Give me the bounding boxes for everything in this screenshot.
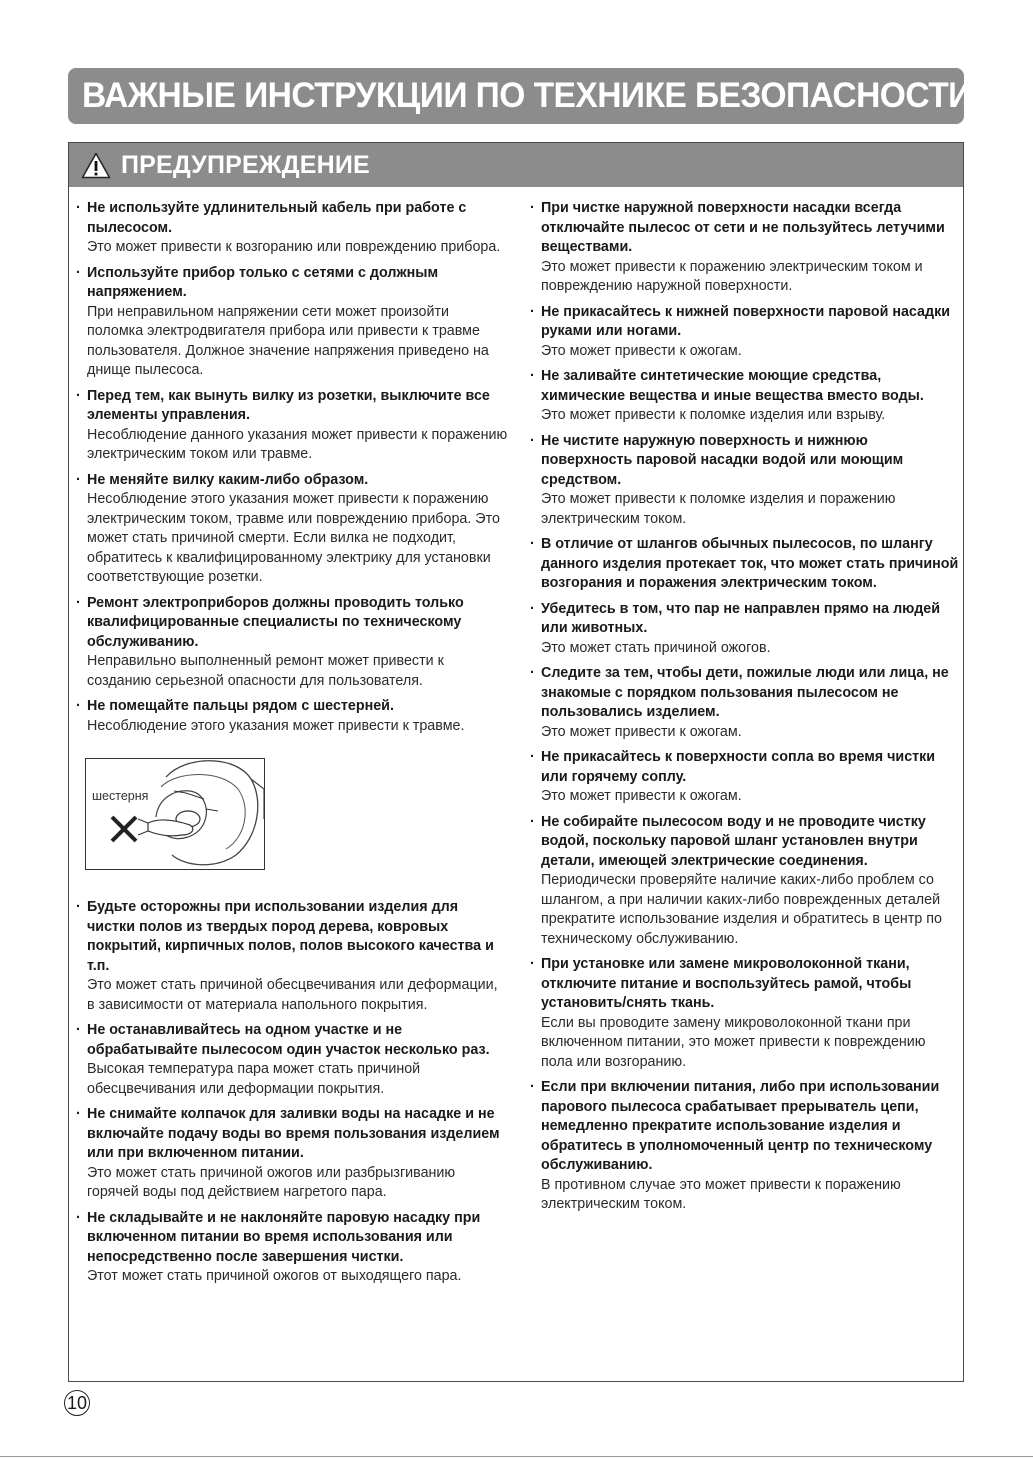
instruction-heading: · Не меняйте вилку каким-либо образом. <box>87 471 369 488</box>
instruction-body: Несоблюдение данного указания может привести к поражению электрическим током или травме. <box>87 426 508 462</box>
safety-instruction-item <box>531 600 959 659</box>
bottom-rule <box>0 1456 1033 1457</box>
warning-triangle-icon <box>81 152 111 179</box>
instruction-body: При неправильном напряжении сети может произойти поломка электродвигателя прибора или привести к травме пользователя. Должное значение напряжения приведено на днище пылесоса. <box>87 303 489 378</box>
page-title-bar <box>68 68 972 124</box>
page-number: 10 <box>64 1390 90 1416</box>
warning-label: ПРЕДУПРЕЖДЕНИЕ <box>121 150 370 179</box>
instruction-heading: · Не прикасайтесь к поверхности сопла во время чистки или горячему соплу. <box>541 749 936 785</box>
instruction-heading: · Не собирайте пылесосом воду и не проводите чистку водой, поскольку паровой шланг установлен внутри детали, имеющей электрические соединения. <box>541 813 926 869</box>
gear-warning-illustration <box>85 758 265 870</box>
safety-instruction-item <box>531 303 959 362</box>
safety-instruction-item <box>531 748 959 807</box>
figure-label: шестерня <box>92 789 149 803</box>
safety-instruction-item <box>77 1209 509 1287</box>
instruction-heading: · Ремонт электроприборов должны проводить только квалифицированные специалисты по техническому обслуживанию. <box>87 594 464 650</box>
right-column <box>531 199 959 1221</box>
instruction-body: Это может привести к возгоранию или повреждению прибора. <box>87 239 501 255</box>
instruction-body: Если вы проводите замену микроволоконной ткани при включенном питании, это может привести к повреждению пола или возгоранию. <box>541 1014 926 1070</box>
instruction-heading: · Не складывайте и не наклоняйте паровую насадку при включенном питании во время использования или непосредственно после завершения чистки. <box>87 1209 481 1265</box>
instruction-body: В противном случае это может привести к поражению электрическим током. <box>541 1176 901 1212</box>
safety-instruction-item <box>77 898 509 1015</box>
instruction-body: Это может привести к поражению электрическим током и повреждению наружной поверхности. <box>541 258 923 294</box>
instruction-body: Это может привести к ожогам. <box>541 723 742 740</box>
instruction-body: Это может привести к поломке изделия или взрыву. <box>541 407 886 423</box>
safety-instruction-item <box>77 594 509 692</box>
instruction-body: Этот может стать причиной ожогов от выходящего пара. <box>87 1268 462 1284</box>
instruction-heading: · Не чистите наружную поверхность и нижнюю поверхность паровой насадки водой или моющим средством. <box>541 432 904 488</box>
safety-instruction-item <box>77 264 509 381</box>
instruction-body: Это может привести к ожогам. <box>541 342 742 359</box>
instruction-heading: · Следите за тем, чтобы дети, пожилые люди или лица, не знакомые с порядком пользования пылесосом не пользовались изделием. <box>541 665 949 720</box>
instruction-heading: · Будьте осторожны при использовании изделия для чистки полов из твердых пород дерева, ковровых покрытий, кирпичных полов, полов высокого качества и т.п. <box>87 899 494 974</box>
instruction-body: Это может стать причиной ожогов или разбрызгиванию горячей воды под действием нагретого пара. <box>87 1164 456 1200</box>
safety-instruction-item <box>77 1105 509 1203</box>
safety-instruction-item <box>77 697 509 736</box>
left-column <box>77 199 509 1293</box>
instruction-heading: · Не помещайте пальцы рядом с шестерней. <box>87 698 394 714</box>
safety-instruction-item <box>531 955 959 1072</box>
instruction-body: Несоблюдение этого указания может привести к травме. <box>87 717 465 734</box>
instruction-body: Это может привести к поломке изделия и поражению электрическим током. <box>541 491 896 527</box>
safety-instruction-item <box>77 387 509 465</box>
instruction-heading: · Убедитесь в том, что пар не направлен прямо на людей или животных. <box>541 600 941 636</box>
instruction-heading: · Не заливайте синтетические моющие средства, химические вещества и иные вещества вместо воды. <box>541 368 924 404</box>
instruction-heading: · Перед тем, как вынуть вилку из розетки, выключите все элементы управления. <box>87 387 490 423</box>
instruction-heading: · Используйте прибор только с сетями с должным напряжением. <box>87 264 439 300</box>
instruction-heading: · Не прикасайтесь к нижней поверхности паровой насадки руками или ногами. <box>541 303 951 339</box>
instruction-heading: · Если при включении питания, либо при использовании парового пылесоса срабатывает прерыватель цепи, немедленно прекратите использование изделия и обратитесь в уполномоченный центр по техническому обслуживанию. <box>541 1079 940 1173</box>
safety-instruction-item <box>77 199 509 258</box>
safety-instruction-item <box>531 1078 959 1215</box>
safety-instruction-item <box>531 813 959 950</box>
instruction-body: Периодически проверяйте наличие каких-либо проблем со шлангом, а при наличии каких-либо поврежденных деталей прекратите использование изделия и обратитесь в центр по техническому обслуживанию. <box>541 872 942 947</box>
instruction-heading: · Не используйте удлинительный кабель при работе с пылесосом. <box>87 200 467 236</box>
instruction-body: Это может привести к ожогам. <box>541 788 742 804</box>
safety-instruction-item <box>77 471 509 588</box>
page-title: ВАЖНЫЕ ИНСТРУКЦИИ ПО ТЕХНИКЕ БЕЗОПАСНОСТИ <box>82 76 972 115</box>
instruction-body: Несоблюдение этого указания может привести к поражению электрическим током, травме или повреждению прибора. Это может стать причиной смерти. Если вилка не подходит, обратитесь к квалифицированному электрику для установки соответствующие розетки. <box>87 491 500 585</box>
warning-header <box>69 143 963 187</box>
safety-instruction-item <box>531 535 959 594</box>
instruction-body: Это может стать причиной ожогов. <box>541 639 771 656</box>
safety-instruction-item <box>531 199 959 297</box>
safety-instruction-item <box>531 432 959 530</box>
instruction-body: Неправильно выполненный ремонт может привести к созданию серьезной опасности для пользователя. <box>87 653 444 689</box>
instruction-body: Это может стать причиной обесцвечивания или деформации, в зависимости от материала напольного покрытия. <box>87 977 498 1013</box>
safety-instruction-item <box>531 664 959 742</box>
instruction-heading: · В отличие от шлангов обычных пылесосов, по шлангу данного изделия протекает ток, что может стать причиной возгорания и поражения электрическим током. <box>541 536 959 591</box>
safety-instruction-item <box>531 367 959 426</box>
safety-instruction-item <box>77 1021 509 1099</box>
instruction-heading: · При установке или замене микроволоконной ткани, отключите питание и воспользуйтесь рамой, чтобы установить/снять ткань. <box>541 956 912 1011</box>
instruction-heading: · Не останавливайтесь на одном участке и не обрабатывайте пылесосом один участок несколько раз. <box>87 1022 490 1058</box>
warning-section <box>68 142 964 1382</box>
instruction-heading: · При чистке наружной поверхности насадки всегда отключайте пылесос от сети и не пользуйтесь летучими веществами. <box>541 200 945 255</box>
instruction-heading: · Не снимайте колпачок для заливки воды на насадке и не включайте подачу воды во время пользования изделием или при включенном питании. <box>87 1106 500 1161</box>
instruction-body: Высокая температура пара может стать причиной обесцвечивания или деформации покрытия. <box>87 1061 421 1097</box>
